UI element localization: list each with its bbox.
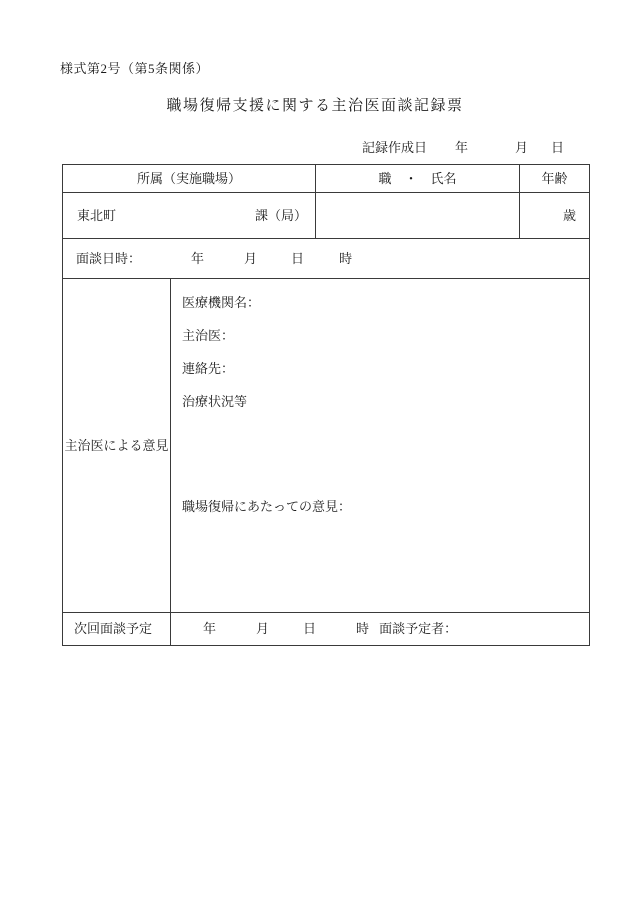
affiliation-row xyxy=(63,193,589,239)
contact-label: 連絡先： xyxy=(182,361,235,376)
next-interview-row-label: 次回面談予定 xyxy=(63,613,171,645)
record-date-year-label: 年 xyxy=(455,140,469,155)
next-interview-row xyxy=(63,613,589,645)
treatment-status-label: 治療状況等 xyxy=(182,394,248,409)
age-suffix-label: 歳 xyxy=(562,207,576,223)
affiliation-cell xyxy=(63,193,316,238)
section-label: 課（局） xyxy=(254,207,307,223)
record-date-line xyxy=(0,140,630,156)
next-interview-month-label: 月 xyxy=(256,621,270,637)
attending-doctor-label: 主治医： xyxy=(182,328,235,343)
return-to-work-opinion-label: 職場復帰にあたっての意見： xyxy=(182,499,352,514)
interview-hour-label: 時 xyxy=(339,250,353,266)
interview-day-label: 日 xyxy=(291,250,305,266)
record-date-month-label: 月 xyxy=(515,140,529,155)
table-header-row xyxy=(63,165,589,193)
municipality-label: 東北町 xyxy=(77,207,117,223)
interview-datetime-label: 面談日時： xyxy=(76,250,142,266)
interview-month-label: 月 xyxy=(244,250,258,266)
next-interview-content-cell xyxy=(171,613,589,645)
interview-datetime-cell xyxy=(63,239,589,278)
next-interview-hour-label: 時 xyxy=(356,621,370,637)
interview-record-table xyxy=(62,164,590,646)
age-cell xyxy=(520,193,589,238)
scheduled-interviewer-label: 面談予定者： xyxy=(379,621,458,637)
interview-year-label: 年 xyxy=(191,250,205,266)
record-date-label: 記録作成日 xyxy=(362,140,428,155)
doctor-opinion-row-label: 主治医による意見 xyxy=(63,279,171,612)
next-interview-year-label: 年 xyxy=(203,621,217,637)
header-age: 年齢 xyxy=(541,170,568,186)
form-number: 様式第2号（第5条関係） xyxy=(60,61,210,76)
header-position-name: 職 ・ 氏名 xyxy=(316,165,520,192)
doctor-opinion-row xyxy=(63,279,589,613)
interview-datetime-row xyxy=(63,239,589,279)
position-name-blank-cell xyxy=(316,193,520,238)
record-date-day-label: 日 xyxy=(551,140,565,155)
next-interview-day-label: 日 xyxy=(303,621,317,637)
doctor-opinion-content-cell xyxy=(171,279,589,612)
document-title: 職場復帰支援に関する主治医面談記録票 xyxy=(166,98,464,114)
medical-institution-label: 医療機関名： xyxy=(182,295,261,310)
header-affiliation: 所属（実施職場） xyxy=(63,165,316,192)
